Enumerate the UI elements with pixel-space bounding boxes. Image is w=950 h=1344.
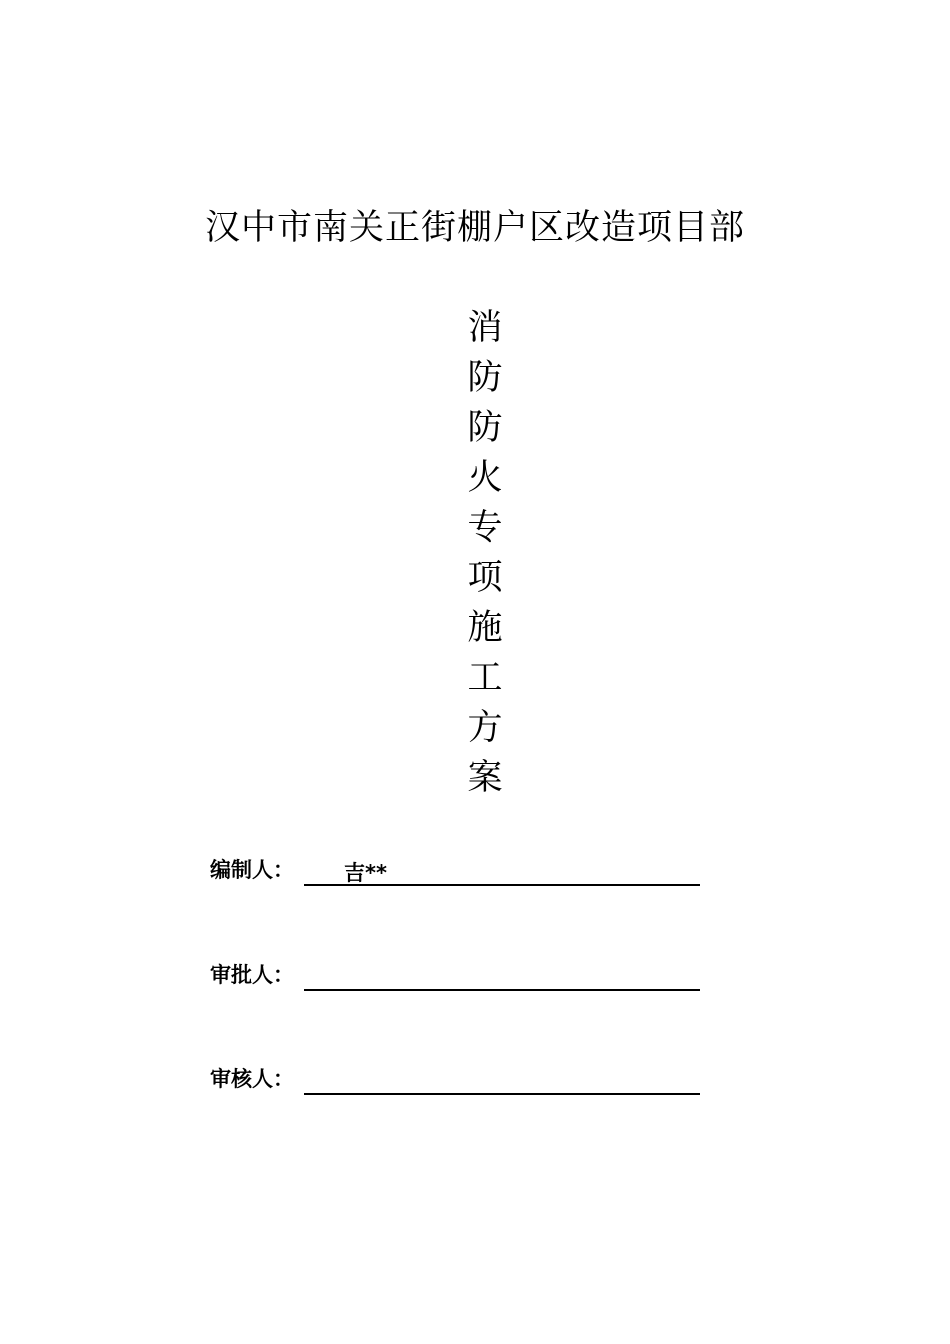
compiler-label: 编制人： [210,858,294,882]
compiler-row [210,850,700,886]
title-char: 火 [467,458,503,498]
title-char: 消 [467,308,503,348]
title-char: 防 [467,358,503,398]
org-title: 汉中市南关正街棚户区改造项目部 [204,208,745,248]
reviewer-signature-line[interactable] [304,1063,700,1095]
title-char: 施 [467,608,503,648]
reviewer-label: 审核人： [210,1067,294,1091]
title-char: 专 [467,508,503,548]
title-char: 工 [467,658,503,698]
document-title-vertical [435,303,535,803]
title-char: 方 [467,708,503,748]
approver-row [210,955,700,991]
compiler-name: 吉** [344,861,387,885]
approver-signature-line[interactable] [304,959,700,991]
title-char: 项 [467,558,503,598]
title-char: 案 [467,758,503,798]
reviewer-row [210,1059,700,1095]
approver-label: 审批人： [210,963,294,987]
title-char: 防 [467,408,503,448]
